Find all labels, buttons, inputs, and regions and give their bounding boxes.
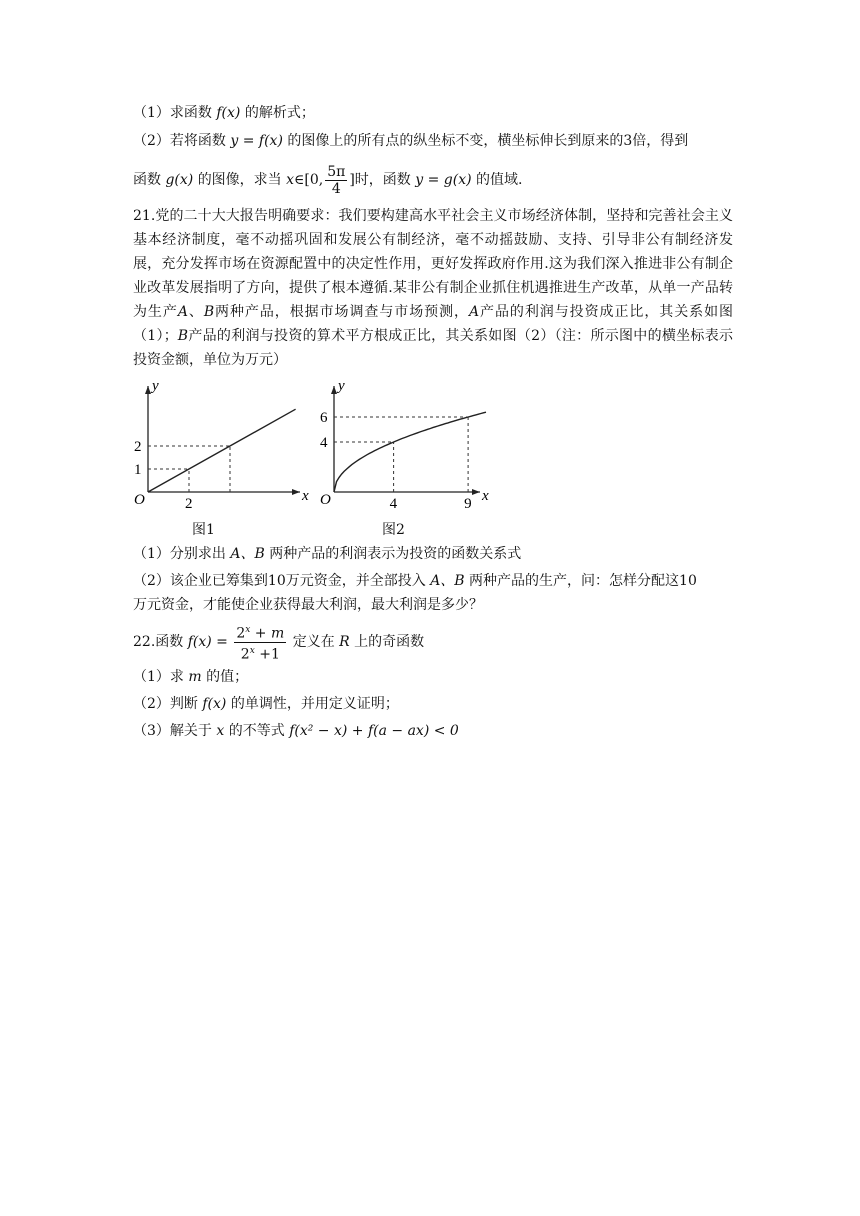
origin-label: O [320, 492, 331, 508]
q22-part2: （2）判断 f(x) 的单调性，并用定义证明； [133, 696, 399, 712]
q20-part2-line2: 函数 g(x) 的图像，求当 x∈[0, $\frac{5\pi}{4}$ ]时，函数 y = g(x) 的值域. [133, 163, 523, 197]
q21-statement: 21.党的二十大大报告明确要求：我们要构建高水平社会主义市场经济体制，坚持和完善社会主义基本经济制度，毫不动摇巩固和发展公有制经济，毫不动摇鼓励、支持、引导非公有制经济发展，充分发挥市场在资源配置中的决定性作用，更好发挥政府作用.这为我们深入推进非公有制企业改革发展指明了方向，提供了根本遵循.某非公有制企业抓住机遇推进生产改革，从单一产品转为生产A、B两种产品，根据市场调查与市场预测，A产品的利润与投资成正比，其关系如图（1）；B产品的利润与投资的算术平方根成正比，其关系如图（2）（注：所示图中的横坐标表示投资金额，单位为万元） [133, 208, 734, 368]
figure-2-caption: 图2 [382, 522, 405, 538]
q21-part1: （1）分别求出 A、B 两种产品的利润表示为投资的函数关系式 [133, 546, 522, 562]
y-tick-label-2: 2 [134, 439, 142, 455]
q22-statement: 22.函数 f(x) = $\frac{2^x + m}{2^x +1}$ 定义在 R 上的奇函数 [133, 622, 424, 662]
y-axis-arrow [145, 386, 151, 394]
y-tick-label-4: 4 [320, 435, 328, 451]
q22-part1: （1）求 m 的值； [133, 669, 249, 685]
fraction-fx: $\frac{2^x + m}{2^x +1}$ [234, 622, 286, 662]
y-tick-label-6: 6 [320, 410, 328, 426]
q21-part2-line1: （2）该企业已筹集到10万元资金，并全部投入 A、B 两种产品的生产，问：怎样分配这10 [133, 573, 697, 589]
figure-1-chart [122, 378, 322, 518]
x-axis-arrow [292, 489, 300, 495]
origin-label: O [134, 492, 145, 508]
q21-part2-line2: 万元资金，才能使企业获得最大利润，最大利润是多少？ [133, 597, 483, 613]
x-tick-label-4: 4 [389, 496, 398, 512]
y-axis-arrow [331, 386, 337, 394]
q20-part1: （1）求函数 f(x) 的解析式； [133, 105, 315, 121]
figure-2-chart [310, 378, 490, 518]
q20-part2-line1: （2）若将函数 y = f(x) 的图像上的所有点的纵坐标不变，横坐标伸长到原来的3倍，得到 [133, 133, 689, 149]
x-axis-label: x [482, 488, 489, 504]
y-axis-label: y [338, 378, 345, 394]
function-curve [148, 409, 296, 492]
fraction-5pi-4: $\frac{5\pi}{4}$ [327, 163, 346, 197]
figure-1-caption: 图1 [192, 522, 215, 538]
y-tick-label-1: 1 [134, 462, 142, 478]
y-axis-label: y [152, 378, 159, 394]
x-tick-label-9: 9 [464, 496, 472, 512]
q22-part3: （3）解关于 x 的不等式 f(x² − x) + f(a − ax) < 0 [133, 723, 459, 739]
function-curve [334, 412, 486, 492]
x-axis-label: x [302, 488, 309, 504]
math-fx: f(x) [216, 105, 241, 121]
x-tick-label-2: 2 [185, 496, 193, 512]
x-axis-arrow [472, 489, 480, 495]
